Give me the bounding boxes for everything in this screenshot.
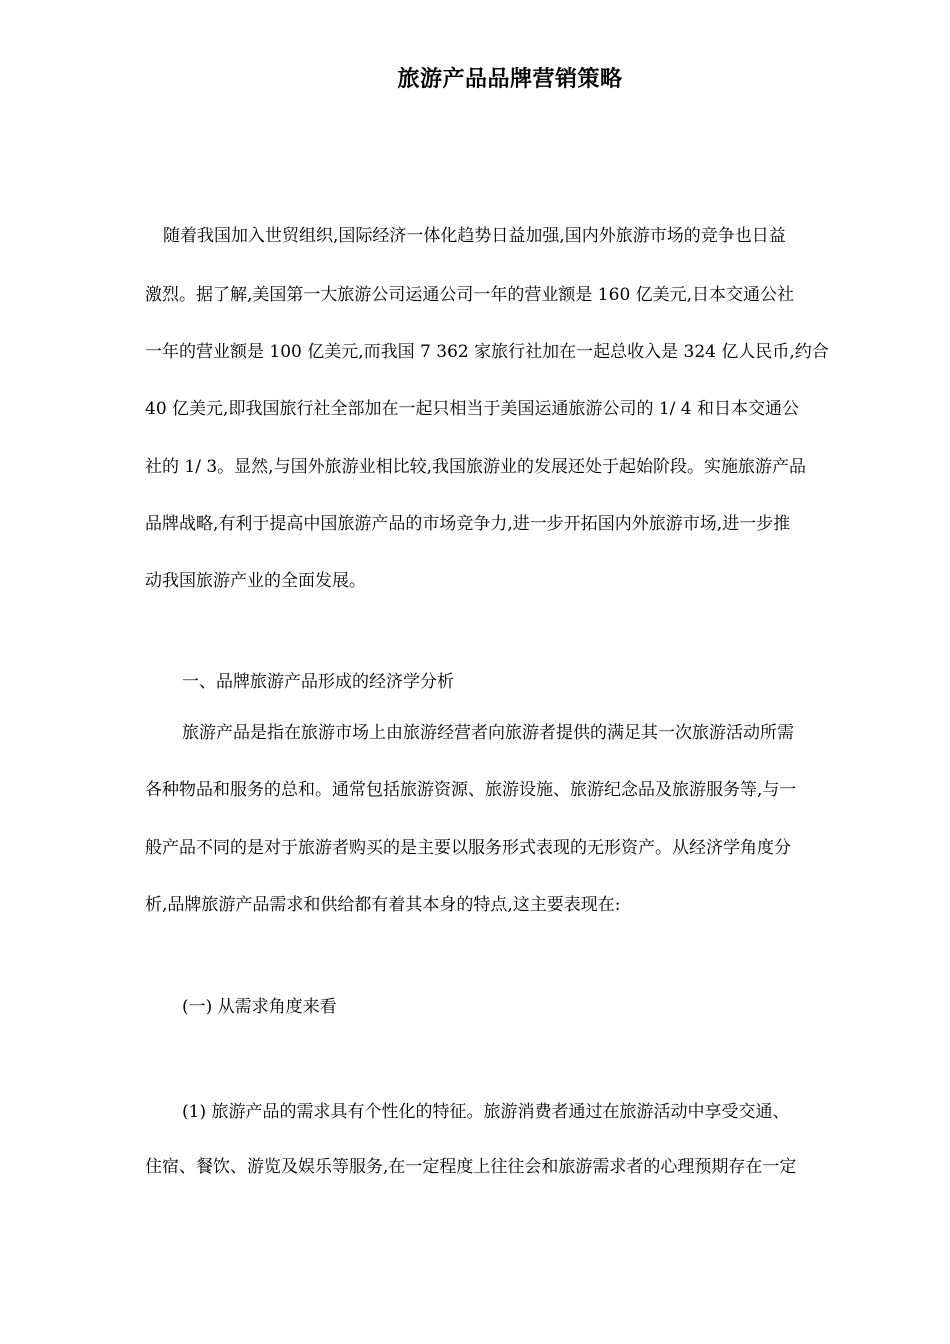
body-line: 般产品不同的是对于旅游者购买的是主要以服务形式表现的无形资产。从经济学角度分 — [145, 838, 791, 858]
body-line: (1) 旅游产品的需求具有个性化的特征。旅游消费者通过在旅游活动中享受交通、 — [182, 1102, 790, 1122]
body-line: 住宿、餐饮、游览及娱乐等服务,在一定程度上往往会和旅游需求者的心理预期存在一定 — [145, 1157, 797, 1177]
document-title: 旅游产品品牌营销策略 — [397, 66, 623, 92]
body-line: 析,品牌旅游产品需求和供给都有着其本身的特点,这主要表现在: — [145, 895, 621, 915]
section-heading: 一、品牌旅游产品形成的经济学分析 — [182, 672, 454, 692]
intro-line: 一年的营业额是 100 亿美元,而我国 7 362 家旅行社加在一起总收入是 324 亿人民币,约合 — [145, 342, 829, 362]
intro-line: 动我国旅游产业的全面发展。 — [145, 571, 366, 591]
subsection-heading: (一) 从需求角度来看 — [182, 997, 337, 1017]
intro-line: 40 亿美元,即我国旅行社全部加在一起只相当于美国运通旅游公司的 1/ 4 和日本交通公 — [145, 399, 800, 419]
body-line: 各种物品和服务的总和。通常包括旅游资源、旅游设施、旅游纪念品及旅游服务等,与一 — [145, 780, 797, 800]
intro-line: 激烈。据了解,美国第一大旅游公司运通公司一年的营业额是 160 亿美元,日本交通公社 — [145, 285, 795, 305]
intro-line: 随着我国加入世贸组织,国际经济一体化趋势日益加强,国内外旅游市场的竞争也日益 — [163, 226, 786, 246]
intro-line: 社的 1/ 3。显然,与国外旅游业相比较,我国旅游业的发展还处于起始阶段。实施旅游产品 — [145, 457, 806, 477]
body-line: 旅游产品是指在旅游市场上由旅游经营者向旅游者提供的满足其一次旅游活动所需 — [182, 723, 794, 743]
intro-line: 品牌战略,有利于提高中国旅游产品的市场竞争力,进一步开拓国内外旅游市场,进一步推 — [145, 514, 791, 534]
